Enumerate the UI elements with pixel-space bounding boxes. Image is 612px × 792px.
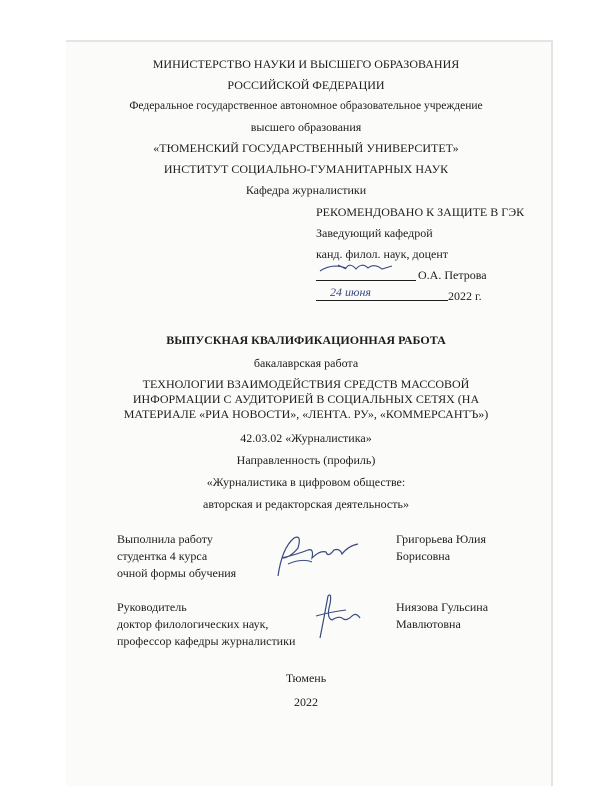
approval-position: Заведующий кафедрой (316, 226, 433, 240)
approval-name: О.А. Петрова (418, 268, 487, 282)
student-role-line-3: очной формы обучения (117, 566, 237, 580)
ministry-line-2: РОССИЙСКОЙ ФЕДЕРАЦИИ (227, 78, 385, 92)
institution-line-2: высшего образования (250, 120, 362, 134)
university-name: «ТЮМЕНСКИЙ ГОСУДАРСТВЕННЫЙ УНИВЕРСИТЕТ» (153, 141, 459, 155)
work-type: ВЫПУСКНАЯ КВАЛИФИКАЦИОННАЯ РАБОТА (166, 333, 446, 347)
topic-line-2: ИНФОРМАЦИИ С АУДИТОРИЕЙ В СОЦИАЛЬНЫХ СЕТЯХ (НА (132, 392, 480, 406)
footer-city: Тюмень (285, 671, 327, 685)
approval-title: РЕКОМЕНДОВАНО К ЗАЩИТЕ В ГЭК (316, 205, 525, 219)
profile-line-1: «Журналистика в цифровом обществе: (206, 475, 406, 489)
profile-line-2: авторская и редакторская деятельность» (203, 497, 409, 511)
student-signature (268, 528, 368, 584)
department-name: Кафедра журналистики (245, 183, 367, 197)
page-top-edge (66, 40, 552, 42)
ministry-line-1: МИНИСТЕРСТВО НАУКИ И ВЫСШЕГО ОБРАЗОВАНИЯ (152, 57, 460, 71)
supervisor-role-line-3: профессор кафедры журналистики (117, 634, 296, 648)
student-name-line-2: Борисовна (396, 549, 451, 563)
topic-line-1: ТЕХНОЛОГИИ ВЗАИМОДЕЙСТВИЯ СРЕДСТВ МАССОВОЙ (142, 377, 470, 391)
institution-line-1: Федеральное государственное автономное образовательное учреждение (129, 100, 483, 112)
student-name-line-1: Григорьева Юлия (396, 532, 486, 546)
approval-degree: канд. филол. наук, доцент (316, 247, 449, 261)
student-role-line-1: Выполнила работу (117, 532, 213, 546)
approval-year: 2022 г. (448, 289, 482, 303)
head-signature-line (316, 280, 416, 281)
approval-date-handwritten: 24 июня (330, 285, 371, 299)
work-subtype: бакалаврская работа (253, 356, 359, 370)
profile-label: Направленность (профиль) (236, 453, 376, 467)
supervisor-role-line-1: Руководитель (117, 600, 187, 614)
supervisor-name-line-1: Ниязова Гульсина (396, 600, 489, 614)
student-role-line-2: студентка 4 курса (117, 549, 208, 563)
date-line (316, 300, 448, 301)
footer-year: 2022 (294, 695, 318, 709)
specialty-code: 42.03.02 «Журналистика» (240, 431, 372, 445)
supervisor-signature (306, 588, 366, 644)
topic-line-3: МАТЕРИАЛЕ «РИА НОВОСТИ», «ЛЕНТА. РУ», «КОММЕРСАНТЪ») (123, 407, 489, 421)
supervisor-role-line-2: доктор филологических наук, (117, 617, 269, 631)
supervisor-name-line-2: Мавлютовна (396, 617, 461, 631)
institute-name: ИНСТИТУТ СОЦИАЛЬНО-ГУМАНИТАРНЫХ НАУК (163, 162, 449, 176)
